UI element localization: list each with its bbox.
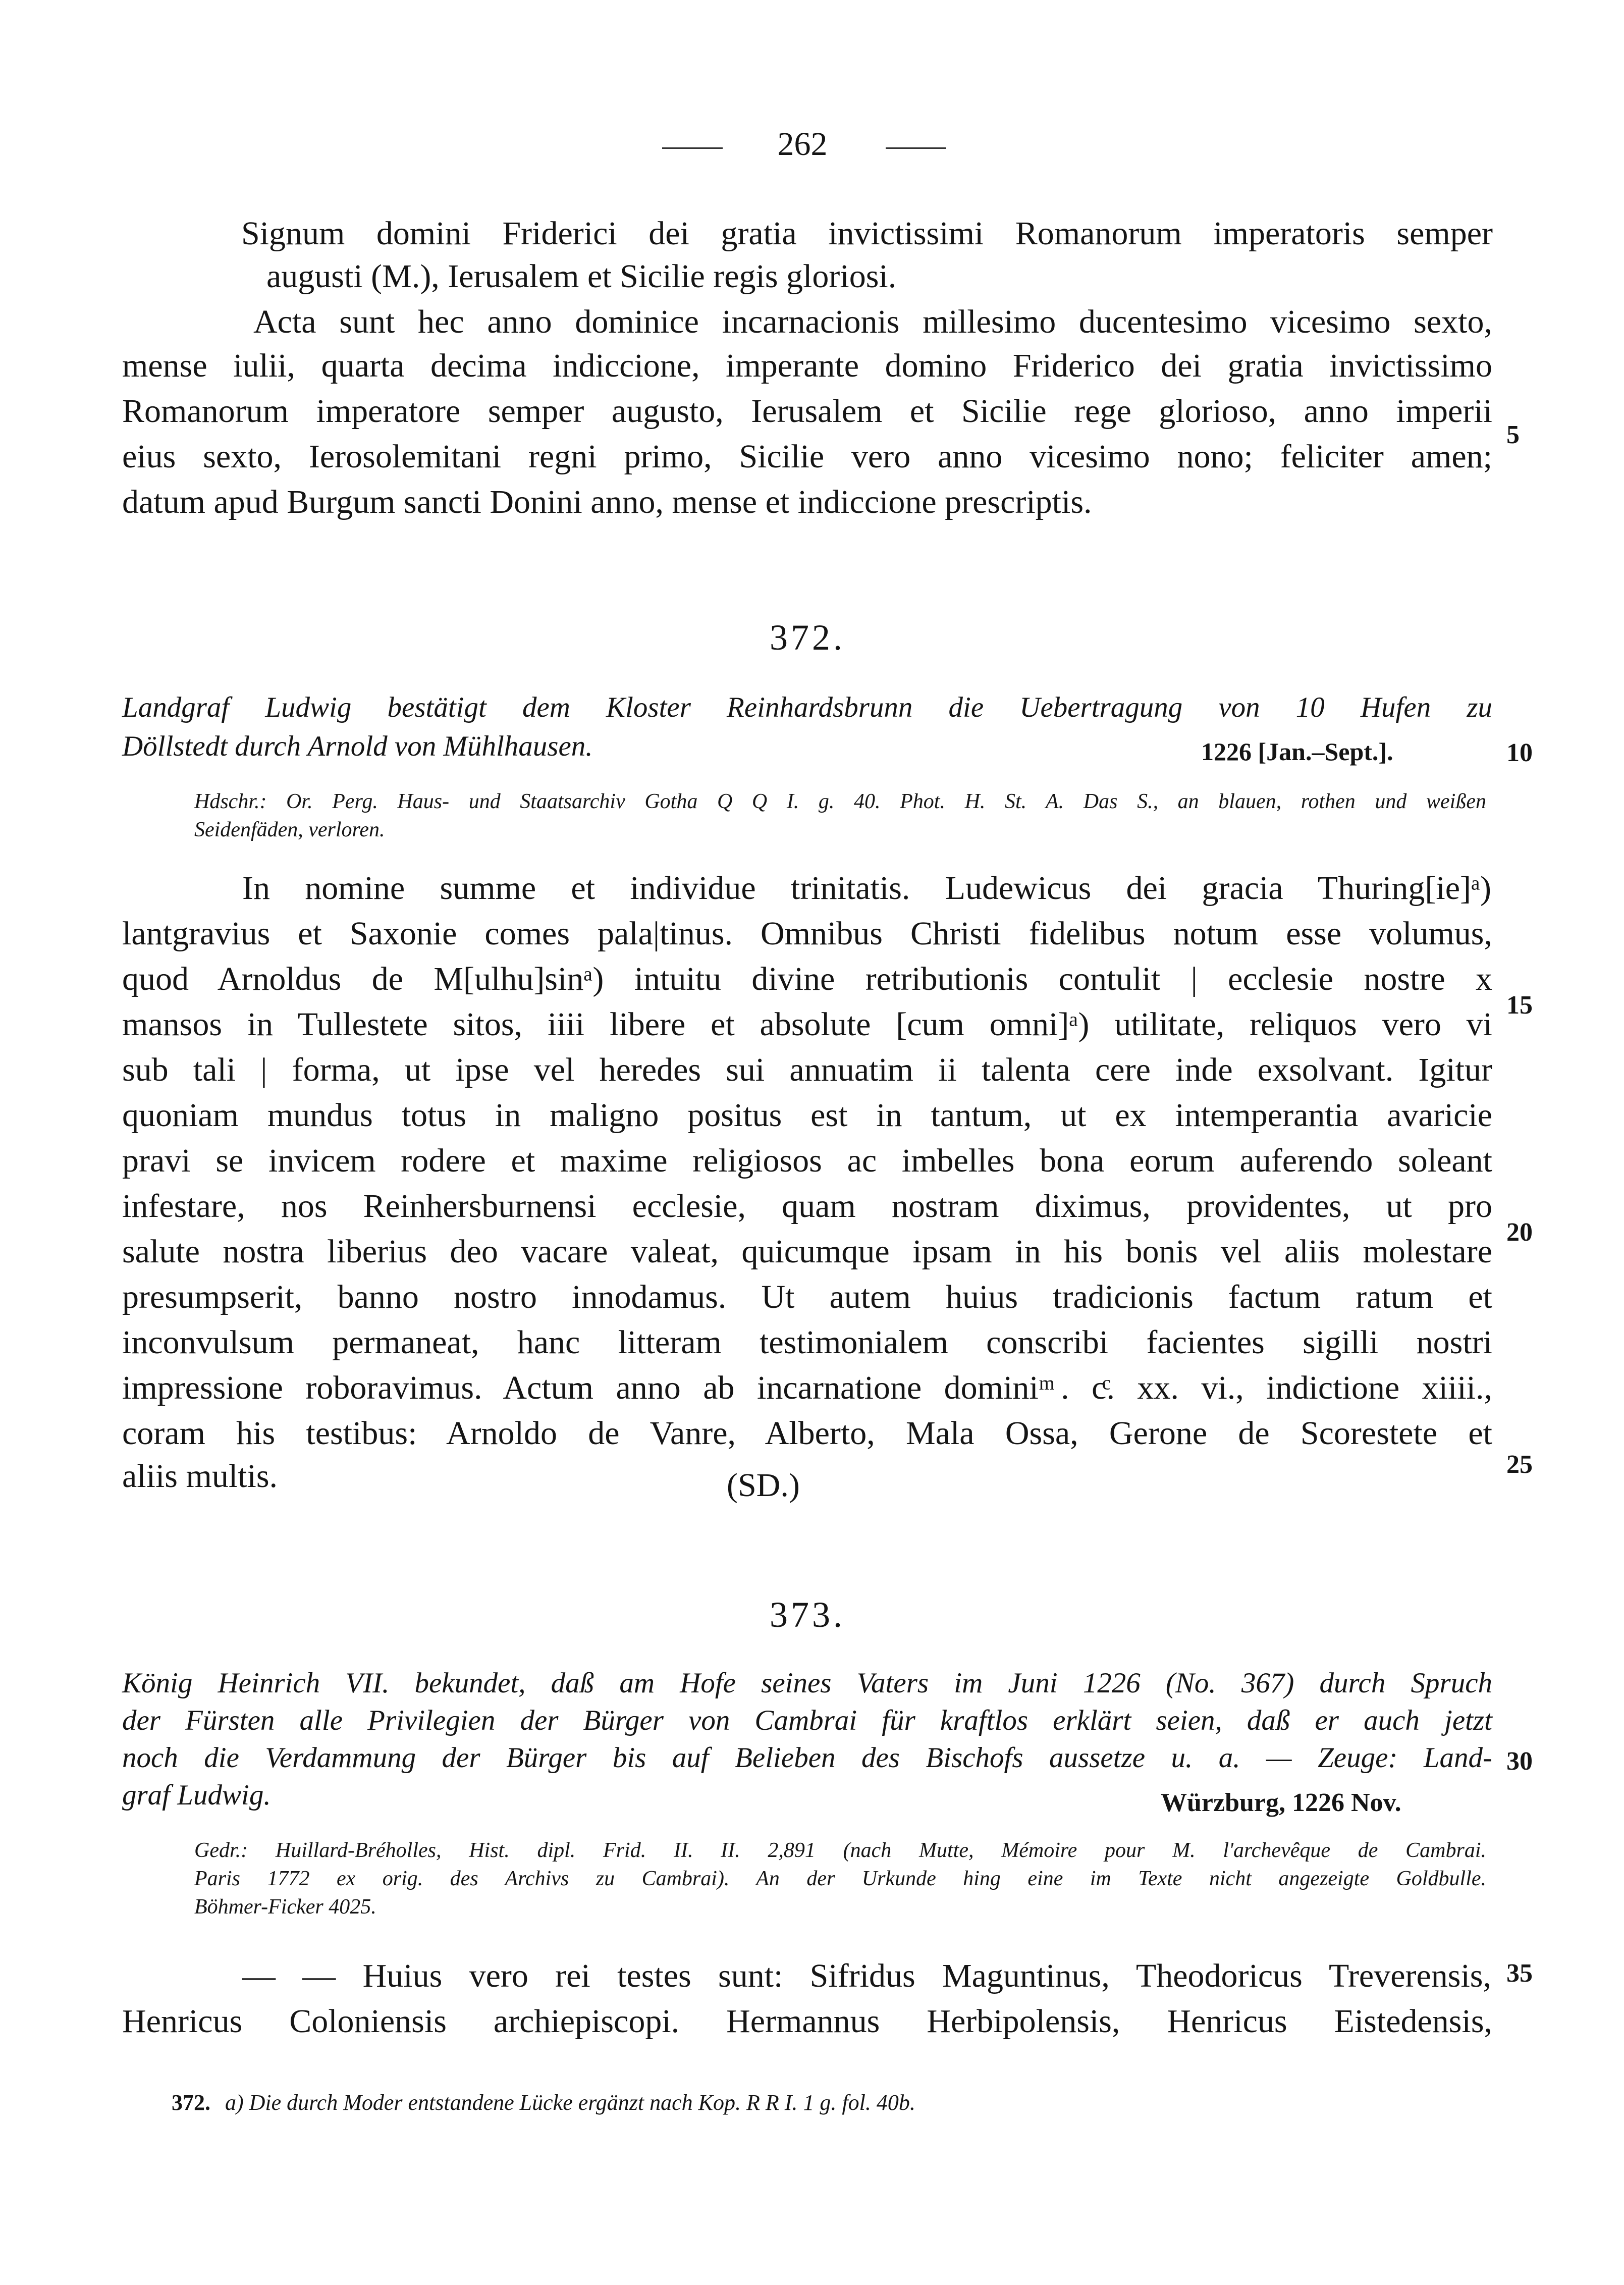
preamble-line: Romanorum imperatore semper augusto, Ierusalem et Sicilie rege glorioso, anno imperii (122, 393, 1492, 430)
preamble-line: Signum domini Friderici dei gratia invictissimi Romanorum imperatoris semper (241, 215, 1493, 252)
source-line: Gedr.: Huillard-Bréholles, Hist. dipl. Frid. II. II. 2,891 (nach Mutte, Mémoire pour M. l'archevêque de Cambrai. (194, 1839, 1486, 1862)
regest-line: graf Ludwig. (122, 1779, 271, 1811)
preamble-line: eius sexto, Ierosolemitani regni primo, Sicilie vero anno vicesimo nono; feliciter amen; (122, 438, 1492, 475)
text-line: In nomine summe et individue trinitatis. Ludewicus dei gracia Thuring[ie]ᵃ) (242, 870, 1491, 907)
document-date: Würzburg, 1226 Nov. (1161, 1788, 1401, 1817)
regest-line: Döllstedt durch Arnold von Mühlhausen. (122, 730, 593, 762)
regest-line: noch die Verdammung der Bürger bis auf Belieben des Bischofs aussetze u. a. — Zeuge: Land- (122, 1742, 1492, 1774)
footnote-ref: 372. (172, 2090, 210, 2115)
header-rule-right (886, 147, 946, 149)
source-line: Böhmer-Ficker 4025. (194, 1895, 376, 1919)
source-line: Hdschr.: Or. Perg. Haus- und Staatsarchiv Gotha Q Q I. g. 40. Phot. H. St. A. Das S., an blauen, rothen und weißen (194, 790, 1486, 813)
text-line: — — Huius vero rei testes sunt: Sifridus Maguntinus, Theodoricus Treverensis, (242, 1957, 1491, 1994)
line-number: 30 (1506, 1747, 1533, 1776)
text-line: quoniam mundus totus in maligno positus est in tantum, ut ex intemperantia avaricie (122, 1097, 1492, 1134)
text-line: infestare, nos Reinhersburnensi ecclesie, quam nostram diximus, providentes, ut pro (122, 1188, 1492, 1225)
regest-line: der Fürsten alle Privilegien der Bürger von Cambrai für kraftlos erklärt seien, daß er auch jetzt (122, 1705, 1492, 1736)
text-line: presumpserit, banno nostro innodamus. Ut autem huius tradicionis factum ratum et (122, 1279, 1492, 1315)
line-number: 10 (1506, 738, 1533, 767)
preamble-line: augusti (M.), Ierusalem et Sicilie regis gloriosi. (266, 258, 897, 295)
page-number: 262 (777, 126, 828, 163)
text-line: aliis multis. (122, 1458, 278, 1495)
text-line: impressione roboravimus. Actum anno ab incarnatione domini ͫ. cͨ. xx. vi., indictione xiiii., (122, 1369, 1492, 1406)
text-line: mansos in Tullestete sitos, iiii libere et absolute [cum omni]ᵃ) utilitate, reliquos vero vi (122, 1006, 1492, 1043)
footnote-text: a) Die durch Moder entstandene Lücke ergänzt nach Kop. R R I. 1 g. fol. 40b. (225, 2090, 915, 2115)
source-line: Seidenfäden, verloren. (194, 818, 385, 841)
document-number: 372. (770, 617, 845, 658)
seal-note: (SD.) (727, 1467, 800, 1504)
document-date: 1226 [Jan.–Sept.]. (1201, 737, 1393, 766)
footnote (172, 2090, 915, 2115)
line-number: 20 (1506, 1218, 1533, 1247)
text-line: lantgravius et Saxonie comes pala|tinus. Omnibus Christi fidelibus notum esse volumus, (122, 915, 1492, 952)
text-line: Henricus Coloniensis archiepiscopi. Hermannus Herbipolensis, Henricus Eistedensis, (122, 2003, 1492, 2040)
line-number: 15 (1506, 991, 1533, 1020)
text-line: quod Arnoldus de M[ulhu]sinᵃ) intuitu divine retributionis contulit | ecclesie nostre x (122, 961, 1492, 997)
text-line: pravi se invicem rodere et maxime religiosos ac imbelles bona eorum auferendo soleant (122, 1142, 1492, 1179)
text-line: salute nostra liberius deo vacare valeat, quicumque ipsam in his bonis vel aliis molestare (122, 1233, 1492, 1270)
preamble-line: mense iulii, quarta decima indiccione, imperante domino Friderico dei gratia invictissimo (122, 347, 1492, 384)
preamble-line: datum apud Burgum sancti Donini anno, mense et indiccione prescriptis. (122, 484, 1092, 520)
line-number: 5 (1506, 420, 1520, 449)
text-line: inconvulsum permaneat, hanc litteram testimonialem conscribi facientes sigilli nostri (122, 1324, 1492, 1361)
document-number: 373. (770, 1595, 845, 1635)
text-line: sub tali | forma, ut ipse vel heredes sui annuatim ii talenta cere inde exsolvant. Igitur (122, 1051, 1492, 1088)
regest-line: König Heinrich VII. bekundet, daß am Hofe seines Vaters im Juni 1226 (No. 367) durch Spruch (122, 1667, 1492, 1699)
text-line: coram his testibus: Arnoldo de Vanre, Alberto, Mala Ossa, Gerone de Scorestete et (122, 1415, 1492, 1452)
regest-line: Landgraf Ludwig bestätigt dem Kloster Reinhardsbrunn die Uebertragung von 10 Hufen zu (122, 692, 1492, 723)
line-number: 35 (1506, 1959, 1533, 1988)
source-line: Paris 1772 ex orig. des Archivs zu Cambrai). An der Urkunde hing eine im Texte nicht angezeigte Goldbulle. (194, 1867, 1486, 1890)
line-number: 25 (1506, 1450, 1533, 1479)
preamble-line: Acta sunt hec anno dominice incarnacionis millesimo ducentesimo vicesimo sexto, (253, 303, 1492, 340)
header-rule-left (662, 147, 723, 149)
